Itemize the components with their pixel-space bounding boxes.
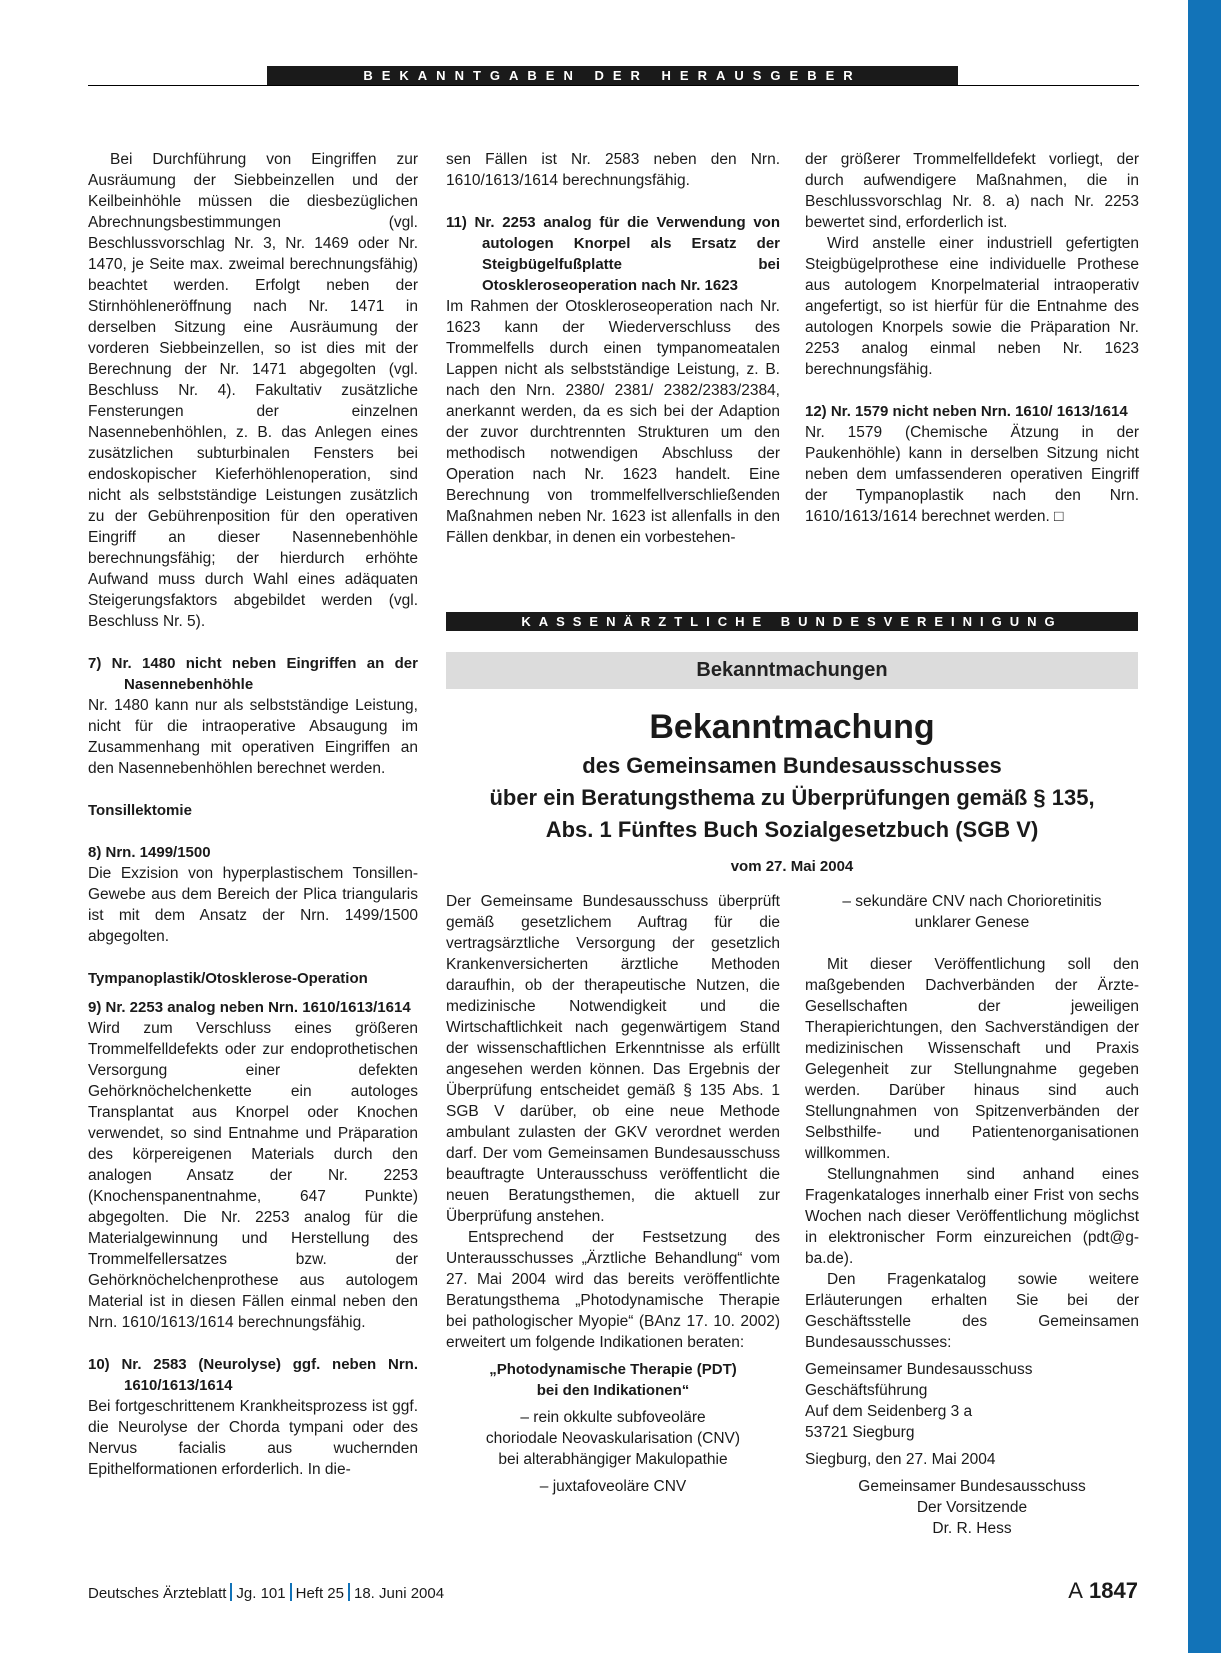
paragraph: Wird anstelle einer industriell gefertigten Steigbügelprothese eine individuelle Prothese aus autologem Knorpelmaterial intraoperativ angefertigt, so ist hierfür für die Entnahme des autologen Knorpels sowie die Präparation Nr. 2253 analog einmal neben Nr. 1623 berechnungsfähig. <box>805 235 1139 378</box>
indication-item: – rein okkulte subfoveoläre <box>520 1409 706 1426</box>
journal-issue: Heft 25 <box>295 1585 344 1602</box>
indication-item: unklarer Genese <box>914 914 1030 931</box>
subtitle-line: über ein Beratungsthema zu Überprüfungen gemäß § 135, <box>489 785 1095 810</box>
footer-separator <box>230 1583 232 1601</box>
indication-item: – sekundäre CNV nach Chorioretinitis <box>842 893 1102 910</box>
announcement-title: Bekanntmachung <box>649 708 935 746</box>
page-prefix: A <box>1068 1578 1083 1603</box>
section-heading-tonsillektomie: Tonsillektomie <box>88 802 192 819</box>
paragraph: Die Exzision von hyperplastischem Tonsillen-Gewebe aus dem Bereich der Plica triangularis ist mit dem Ansatz der Nrn. 1499/1500 abgegolten. <box>88 865 418 945</box>
paragraph: Der Gemeinsame Bundesausschuss überprüft gemäß gesetzlichem Auftrag für die vertragsärztliche Versorgung der gesetzlich Krankenversicherten ärztliche Methoden daraufhin, ob der therapeutische Nutzen, die medizinische Notwendigkeit und die Wirtschaftlichkeit nach gegenwärtigem Stand der wissenschaftlichen Erkenntnisse als erfüllt angesehen werden können. Das Ergebnis der Überprüfung entscheidet gemäß § 135 Abs. 1 SGB V darüber, ob eine neue Methode ambulant zulasten der GKV verordnet werden darf. Der vom Gemeinsamen Bundesausschuss beauftragte Unterausschuss veröffentlicht die neuen Beratungsthemen, die aktuell zur Überprüfung anstehen. <box>446 893 780 1225</box>
section-heading-tympanoplastik: Tympanoplastik/Otosklerose-Operation <box>88 970 368 987</box>
side-accent-bar <box>1188 0 1221 1653</box>
section-label: Bekanntmachungen <box>446 652 1138 689</box>
paragraph: Bei fortgeschrittenem Krankheitsprozess ist ggf. die Neurolyse der Chorda tympani oder des Nervus facialis aus wuchernden Epithelformationen erforderlich. In die- <box>88 1398 418 1478</box>
footer-citation <box>88 1583 444 1604</box>
pdt-heading: bei den Indikationen“ <box>536 1382 690 1399</box>
column-3 <box>805 149 1139 527</box>
item-heading-10: 10) Nr. 2583 (Neurolyse) ggf. neben Nrn. 1610/1613/1614 <box>88 1356 418 1394</box>
column-5 <box>805 891 1139 1539</box>
column-1 <box>88 149 418 1480</box>
pdt-heading: „Photodynamische Therapie (PDT) <box>489 1361 737 1378</box>
section-header: BEKANNTGABEN DER HERAUSGEBER <box>267 66 958 85</box>
header-rule <box>88 85 1139 86</box>
journal-volume: Jg. 101 <box>236 1585 286 1602</box>
item-heading-9: 9) Nr. 2253 analog neben Nrn. 1610/1613/1614 <box>88 999 411 1016</box>
paragraph: der größerer Trommelfelldefekt vorliegt, der durch aufwendigere Maßnahmen, die in Beschlussvorschlag Nr. 8. a) nach Nr. 2253 bewertet sind, erforderlich ist. <box>805 151 1139 231</box>
column-2 <box>446 149 780 548</box>
paragraph: Mit dieser Veröffentlichung soll den maßgebenden Dachverbänden der Ärzte-Gesellschaften der jeweiligen Therapierichtungen, den Sachverständigen der medizinischen Wissenschaft und Praxis Gelegenheit zur Stellungnahme gegeben werden. Darüber hinaus sind auch Stellungnahmen von Spitzenverbänden der Selbsthilfe- und Patientenorganisationen willkommen. <box>805 956 1139 1162</box>
announcement-subtitle <box>446 750 1138 846</box>
paragraph: Stellungnahmen sind anhand eines Fragenkataloges innerhalb einer Frist von sechs Wochen nach dieser Veröffentlichung möglichst in elektronischer Form einzureichen (pdt@g-ba.de). <box>805 1166 1139 1267</box>
address-line: Gemeinsamer Bundesausschuss <box>805 1361 1033 1378</box>
signature-line: Dr. R. Hess <box>932 1520 1012 1537</box>
item-heading-11: 11) Nr. 2253 analog für die Verwendung von autologen Knorpel als Ersatz der Steigbügelfußplatte bei Otoskleroseoperation nach Nr. 1623 <box>446 214 780 294</box>
paragraph: Bei Durchführung von Eingriffen zur Ausräumung der Siebbeinzellen und der Keilbeinhöhle müssen die diesbezüglichen Abrechnungsbestimmungen (vgl. Beschlussvorschlag Nr. 3, Nr. 1469 oder Nr. 1470, je Seite max. zweimal berechnungsfähig) beachtet werden. Erfolgt neben der Stirnhöhleneröffnung nach Nr. 1471 in derselben Sitzung eine Ausräumung der vorderen Siebbeinzellen, so ist dies mit der Berechnung der Nr. 1471 abgegolten (vgl. Beschluss Nr. 4). Fakultativ zusätzliche Fensterungen der einzelnen Nasennebenhöhlen, z. B. das Anlegen eines zusätzlichen subturbinalen Fensters bei endoskopischer Kieferhöhlenoperation, sind nicht als selbstständige Leistungen zusätzlich zu der Gebührenposition für den operativen Eingriff an dieser Nasennebenhöhle berechnungsfähig; der hierdurch erhöhte Aufwand muss durch Wahl eines adäquaten Steigerungsfaktors abgebildet werden (vgl. Beschluss Nr. 5). <box>88 151 418 630</box>
address-line: Geschäftsführung <box>805 1382 928 1399</box>
subtitle-line: des Gemeinsamen Bundesausschusses <box>582 753 1002 778</box>
page-number-value: 1847 <box>1089 1578 1138 1603</box>
footer-separator <box>348 1583 350 1601</box>
paragraph: sen Fällen ist Nr. 2583 neben den Nrn. 1610/1613/1614 berechnungsfähig. <box>446 151 780 189</box>
paragraph: Wird zum Verschluss eines größeren Trommelfelldefekts oder zur endoprothetischen Versorgung einer defekten Gehörknöchelchenkette ein autologes Transplantat aus Knorpel oder Knochen verwendet, so sind Entnahme und Präparation des körpereigenen Materials durch den analogen Ansatz der Nr. 2253 (Knochenspanentnahme, 647 Punkte) abgegolten. Die Nr. 2253 analog für die Materialgewinnung und Herstellung des Trommelfellersatzes bzw. der Gehörknöchelchenprothese aus autologem Material ist in diesen Fällen einmal neben den Nrn. 1610/1613/1614 berechnungsfähig. <box>88 1020 418 1331</box>
item-heading-12: 12) Nr. 1579 nicht neben Nrn. 1610/ 1613/1614 <box>805 403 1128 420</box>
page-number <box>1068 1578 1138 1604</box>
signature-line: Gemeinsamer Bundesausschuss <box>858 1478 1086 1495</box>
indication-item: choriodale Neovaskularisation (CNV) <box>485 1430 741 1447</box>
indication-item: – juxtafoveoläre CNV <box>539 1478 687 1495</box>
footer-separator <box>290 1583 292 1601</box>
paragraph: Den Fragenkatalog sowie weitere Erläuterungen erhalten Sie bei der Geschäftsstelle des Gemeinsamen Bundesausschusses: <box>805 1271 1139 1351</box>
address-line: 53721 Siegburg <box>805 1424 915 1441</box>
indication-item: bei alterabhängiger Makulopathie <box>498 1451 728 1468</box>
journal-date: 18. Juni 2004 <box>354 1585 445 1602</box>
item-heading-8: 8) Nrn. 1499/1500 <box>88 844 211 861</box>
journal-name: Deutsches Ärzteblatt <box>88 1585 227 1602</box>
subtitle-line: Abs. 1 Fünftes Buch Sozialgesetzbuch (SGB V) <box>545 817 1039 842</box>
item-heading-7: 7) Nr. 1480 nicht neben Eingriffen an der Nasennebenhöhle <box>88 655 418 693</box>
kbv-banner: KASSENÄRZTLICHE BUNDESVEREINIGUNG <box>446 612 1138 631</box>
announcement-date: vom 27. Mai 2004 <box>730 858 854 875</box>
paragraph: Im Rahmen der Otoskleroseoperation nach Nr. 1623 kann der Wiederverschluss des Trommelfells durch einen tympanomeatalen Lappen nicht als selbstständige Leistung, z. B. nach den Nrn. 2380/ 2381/ 2382/2383/2384, anerkannt werden, da es sich bei der Adaption der zuvor durchtrennten Strukturen um den methodisch notwendigen Abschluss der Operation nach Nr. 1623 handelt. Eine Berechnung von trommelfellverschließenden Maßnahmen neben Nr. 1623 ist allenfalls in den Fällen denkbar, in denen ein vorbestehen- <box>446 298 780 546</box>
signature-line: Der Vorsitzende <box>916 1499 1028 1516</box>
place-date: Siegburg, den 27. Mai 2004 <box>805 1451 996 1468</box>
paragraph: Entsprechend der Festsetzung des Unterausschusses „Ärztliche Behandlung“ vom 27. Mai 2004 wird das bereits veröffentlichte Beratungsthema „Photodynamische Therapie bei pathologischer Myopie“ (BAnz 17. 10. 2002) erweitert um folgende Indikationen beraten: <box>446 1229 780 1351</box>
address-line: Auf dem Seidenberg 3 a <box>805 1403 973 1420</box>
paragraph: Nr. 1579 (Chemische Ätzung in der Paukenhöhle) kann in derselben Sitzung nicht neben dem umfassenderen operativen Eingriff der Tympanoplastik nach den Nrn. 1610/1613/1614 berechnet werden. □ <box>805 424 1139 525</box>
column-4 <box>446 891 780 1497</box>
paragraph: Nr. 1480 kann nur als selbstständige Leistung, nicht für die intraoperative Absaugung im Zusammenhang mit operativen Eingriffen an den Nasennebenhöhlen berechnet werden. <box>88 697 418 777</box>
